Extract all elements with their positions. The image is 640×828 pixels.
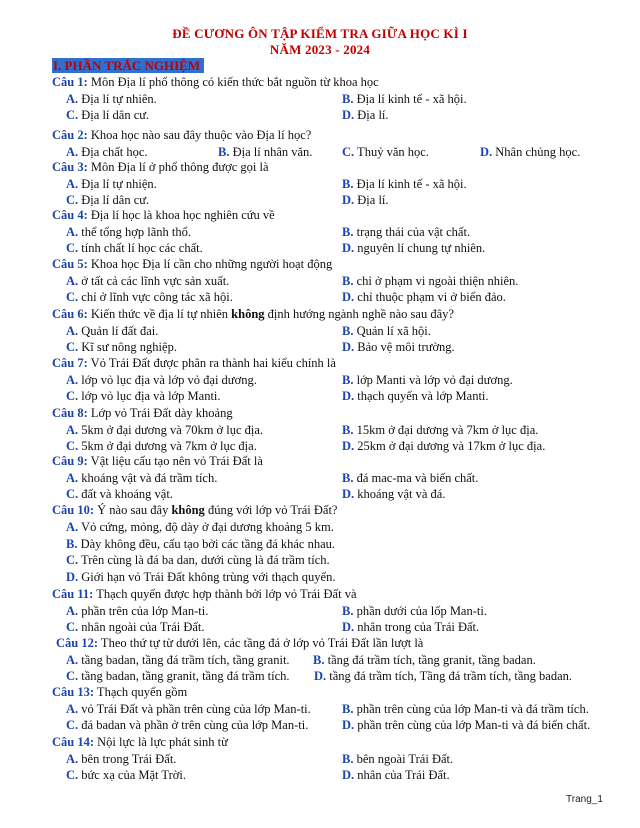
option-text: Địa lí kinh tế - xã hội. bbox=[353, 177, 467, 191]
option-letter: B. bbox=[342, 177, 354, 191]
answer-option bbox=[342, 751, 453, 767]
option-text: chỉ thuộc phạm vi ở biển đảo. bbox=[354, 290, 506, 304]
question-stem bbox=[52, 306, 622, 322]
answer-option bbox=[66, 569, 335, 585]
answer-option bbox=[66, 339, 177, 355]
answer-option bbox=[342, 339, 455, 355]
option-letter: C. bbox=[66, 108, 79, 122]
question-emphasis: không bbox=[231, 307, 265, 321]
document-year: NĂM 2023 - 2024 bbox=[269, 42, 371, 57]
option-text: Trên cùng là đá ba dan, dưới cùng là đá trầm tích. bbox=[78, 553, 330, 567]
question-number: Câu 4: bbox=[52, 208, 88, 222]
answer-option bbox=[342, 240, 485, 256]
answer-option bbox=[66, 603, 208, 619]
question-text: Môn Địa lí phổ thông có kiến thức bắt nguồn từ khoa học bbox=[87, 75, 379, 89]
answer-option bbox=[342, 388, 489, 404]
question-number: Câu 6: bbox=[52, 307, 88, 321]
option-text: Địa lí tự nhiên. bbox=[78, 92, 157, 106]
option-letter: B. bbox=[66, 536, 78, 551]
option-text: thạch quyển và lớp Manti. bbox=[354, 389, 489, 403]
answer-option bbox=[66, 652, 290, 668]
answer-option bbox=[342, 289, 506, 305]
document-title: ĐỀ CƯƠNG ÔN TẬP KIỂM TRA GIỮA HỌC KÌ I bbox=[172, 26, 468, 41]
option-letter: D. bbox=[342, 241, 355, 255]
question-stem bbox=[52, 127, 622, 143]
answer-option bbox=[314, 668, 572, 684]
option-text: Địa lí dân cư. bbox=[78, 108, 150, 122]
answer-option bbox=[342, 176, 467, 192]
answer-option bbox=[342, 107, 389, 123]
answer-option bbox=[66, 668, 290, 684]
answer-option bbox=[342, 619, 479, 635]
option-letter: C. bbox=[66, 439, 79, 453]
option-text: phần trên cùng của lớp Man-ti và đá biến chất. bbox=[354, 718, 591, 732]
question-text: Khoa học Địa lí cần cho những người hoạt động bbox=[87, 257, 333, 271]
answer-option bbox=[66, 144, 148, 160]
answer-option bbox=[342, 767, 450, 783]
option-text: 5km ở đại dương và 70km ở lục địa. bbox=[78, 423, 264, 437]
option-text: lớp vỏ lục địa và lớp Manti. bbox=[78, 389, 221, 403]
answer-option bbox=[66, 176, 157, 192]
option-text: tầng badan, tầng granit, tầng đá trầm tích. bbox=[78, 669, 290, 683]
option-text: phần trên cùng của lớp Man-ti và đá trầm tích. bbox=[353, 702, 589, 716]
question-text: Vỏ Trái Đất được phân ra thành hai kiểu chính là bbox=[87, 356, 336, 370]
option-text: chỉ ở lĩnh vực công tác xã hội. bbox=[78, 290, 233, 304]
option-letter: A. bbox=[66, 604, 79, 618]
question-text: Thạch quyển được hợp thành bởi lớp vỏ Trái Đất và bbox=[93, 587, 357, 601]
option-letter: A. bbox=[66, 702, 79, 716]
option-text: Địa lí tự nhiện. bbox=[78, 177, 157, 191]
option-text: Địa lí. bbox=[354, 108, 389, 122]
question-text: Vật liệu cấu tạo nên vỏ Trái Đất là bbox=[87, 454, 263, 468]
question-number: Câu 2: bbox=[52, 128, 88, 142]
answer-option bbox=[342, 438, 545, 454]
option-letter: D. bbox=[342, 193, 355, 207]
answer-option bbox=[66, 422, 263, 438]
option-letter: A. bbox=[66, 653, 79, 667]
option-letter: D. bbox=[342, 108, 355, 122]
option-text: bên ngoài Trái Đất. bbox=[353, 752, 454, 766]
question-stem bbox=[52, 502, 622, 518]
option-letter: B. bbox=[342, 373, 354, 387]
option-letter: D. bbox=[342, 439, 355, 453]
option-text: nhân của Trái Đất. bbox=[354, 768, 450, 782]
answer-option bbox=[342, 91, 467, 107]
option-text: tầng đá trầm tích, Tầng đá trầm tích, tầng badan. bbox=[326, 669, 573, 683]
option-letter: D. bbox=[480, 145, 493, 159]
question-text: Môn Địa lí ở phổ thông được gọi là bbox=[87, 160, 269, 174]
question-number: Câu 13: bbox=[52, 685, 95, 699]
option-letter: B. bbox=[342, 324, 354, 338]
question-number: Câu 5: bbox=[52, 257, 88, 271]
option-text: tầng đá trầm tích, tầng granit, tầng badan. bbox=[324, 653, 536, 667]
answer-option bbox=[66, 767, 186, 783]
option-text: 5km ở đại dương và 7km ở lục địa. bbox=[78, 439, 257, 453]
option-letter: C. bbox=[66, 620, 79, 634]
option-letter: D. bbox=[342, 718, 355, 732]
option-letter: A. bbox=[66, 520, 79, 534]
question-text: Thạch quyển gồm bbox=[94, 685, 188, 699]
option-text: vỏ Trái Đất và phần trên cùng của lớp Man-ti. bbox=[78, 702, 311, 716]
answer-option bbox=[66, 192, 149, 208]
option-letter: B. bbox=[342, 225, 354, 239]
option-text: nguyên lí chung tự nhiên. bbox=[354, 241, 486, 255]
option-letter: C. bbox=[342, 145, 355, 159]
option-text: phần dưới của lốp Man-ti. bbox=[353, 604, 487, 618]
option-text: Địa lí. bbox=[354, 193, 389, 207]
option-letter: C. bbox=[66, 241, 79, 255]
option-letter: C. bbox=[66, 669, 79, 683]
option-letter: C. bbox=[66, 487, 79, 501]
option-letter: D. bbox=[342, 340, 355, 354]
question-text: Địa lí học là khoa học nghiên cứu về bbox=[87, 208, 275, 222]
option-text: Địa chất học. bbox=[78, 145, 148, 159]
option-text: phần trên của lớp Man-ti. bbox=[78, 604, 209, 618]
question-stem bbox=[52, 586, 622, 602]
answer-option bbox=[66, 552, 330, 568]
option-letter: C. bbox=[66, 718, 79, 732]
option-letter: A. bbox=[66, 92, 79, 106]
option-letter: A. bbox=[66, 373, 79, 387]
option-text: tầng badan, tầng đá trầm tích, tầng granit. bbox=[78, 653, 290, 667]
question-number: Câu 9: bbox=[52, 454, 88, 468]
option-text: Kĩ sư nông nghiệp. bbox=[78, 340, 177, 354]
option-text: Địa lí nhân văn. bbox=[229, 145, 313, 159]
answer-option bbox=[66, 289, 233, 305]
answer-option bbox=[66, 372, 257, 388]
answer-option bbox=[342, 422, 538, 438]
option-letter: D. bbox=[342, 620, 355, 634]
option-text: Địa lí kinh tế - xã hội. bbox=[353, 92, 467, 106]
option-text: chỉ ở phạm vi ngoài thiện nhiên. bbox=[353, 274, 519, 288]
question-text: Lớp vỏ Trái Đất dày khoảng bbox=[87, 406, 233, 420]
option-text: thể tổng hợp lãnh thổ. bbox=[78, 225, 192, 239]
answer-option bbox=[480, 144, 580, 160]
page-number: Trang_1 bbox=[566, 794, 603, 805]
question-stem bbox=[52, 159, 622, 175]
answer-option bbox=[66, 717, 308, 733]
answer-option bbox=[342, 603, 487, 619]
answer-option bbox=[66, 438, 257, 454]
option-text: khoáng vật và đá trầm tích. bbox=[78, 471, 218, 485]
question-text: Theo thứ tự từ dưới lên, các tầng đá ở lớp vỏ Trái Đất lần lượt là bbox=[98, 636, 424, 650]
answer-option bbox=[66, 224, 191, 240]
answer-option bbox=[66, 486, 173, 502]
option-text: nhân ngoài của Trái Đất. bbox=[78, 620, 205, 634]
section-heading: I. PHẦN TRẮC NGHIỆM bbox=[52, 58, 204, 73]
option-letter: C. bbox=[66, 290, 79, 304]
answer-option bbox=[342, 717, 590, 733]
answer-option bbox=[342, 273, 518, 289]
question-stem bbox=[52, 355, 622, 371]
question-number: Câu 3: bbox=[52, 160, 88, 174]
answer-option bbox=[342, 470, 478, 486]
option-text: tính chất lí học các chất. bbox=[78, 241, 203, 255]
option-text: 25km ở đại dương và 17km ở lục địa. bbox=[354, 439, 546, 453]
option-text: Giới hạn vỏ Trái Đất không trùng với thạch quyển. bbox=[78, 569, 336, 584]
answer-option bbox=[66, 388, 221, 404]
answer-option bbox=[342, 372, 513, 388]
option-text: lớp Manti và lớp vỏ đại dương. bbox=[353, 373, 513, 387]
option-text: Dày không đều, cấu tạo bởi các tầng đá khác nhau. bbox=[77, 536, 336, 551]
question-text: Ý nào sau đây bbox=[94, 503, 172, 517]
question-stem bbox=[52, 405, 622, 421]
answer-option bbox=[66, 273, 229, 289]
option-letter: C. bbox=[66, 389, 79, 403]
question-text: Kiến thức về địa lí tự nhiên bbox=[87, 307, 232, 321]
option-letter: C. bbox=[66, 340, 79, 354]
answer-option bbox=[66, 470, 217, 486]
option-letter: B. bbox=[342, 702, 354, 716]
answer-option bbox=[66, 536, 335, 552]
question-number: Câu 12: bbox=[56, 636, 99, 650]
option-text: Quản lí xã hội. bbox=[353, 324, 431, 338]
answer-option bbox=[342, 224, 470, 240]
option-letter: B. bbox=[218, 145, 230, 159]
option-text: Vỏ cứng, mỏng, độ dày ở đại dương khoảng 5 km. bbox=[78, 520, 334, 534]
option-text: Nhân chủng học. bbox=[492, 145, 581, 159]
question-text: Nội lực là lực phát sinh từ bbox=[94, 735, 228, 749]
answer-option bbox=[342, 192, 389, 208]
option-text: nhân trong của Trái Đất. bbox=[354, 620, 480, 634]
question-number: Câu 8: bbox=[52, 406, 88, 420]
option-letter: D. bbox=[342, 487, 355, 501]
question-number: Câu 14: bbox=[52, 735, 95, 749]
option-letter: A. bbox=[66, 225, 79, 239]
answer-option bbox=[342, 701, 589, 717]
option-letter: D. bbox=[342, 768, 355, 782]
question-stem bbox=[52, 256, 622, 272]
question-number: Câu 11: bbox=[52, 587, 94, 601]
option-letter: D. bbox=[66, 569, 79, 584]
question-stem bbox=[52, 684, 622, 700]
question-text: Khoa học nào sau đây thuộc vào Địa lí học? bbox=[87, 128, 312, 142]
answer-option bbox=[66, 107, 149, 123]
option-letter: B. bbox=[342, 423, 354, 437]
option-text: lớp vỏ lục địa và lớp vỏ đại dương. bbox=[78, 373, 257, 387]
option-text: Địa lí dân cư. bbox=[78, 193, 150, 207]
option-letter: A. bbox=[66, 752, 79, 766]
option-letter: A. bbox=[66, 423, 79, 437]
option-text: bức xạ của Mặt Trời. bbox=[78, 768, 186, 782]
option-text: Thuỷ văn học. bbox=[354, 145, 429, 159]
option-text: đá badan và phần ở trên cùng của lớp Man-ti. bbox=[78, 718, 309, 732]
option-letter: D. bbox=[314, 669, 327, 683]
question-stem bbox=[52, 207, 622, 223]
question-stem bbox=[52, 453, 622, 469]
option-letter: C. bbox=[66, 193, 79, 207]
option-letter: C. bbox=[66, 768, 79, 782]
option-letter: B. bbox=[342, 471, 354, 485]
answer-option bbox=[66, 323, 158, 339]
question-number: Câu 7: bbox=[52, 356, 88, 370]
option-letter: A. bbox=[66, 471, 79, 485]
question-number: Câu 1: bbox=[52, 75, 88, 89]
option-text: ở tất cả các lĩnh vực sản xuất. bbox=[78, 274, 230, 288]
option-letter: A. bbox=[66, 145, 79, 159]
question-stem bbox=[52, 74, 622, 90]
option-letter: B. bbox=[342, 752, 354, 766]
answer-option bbox=[218, 144, 312, 160]
option-text: bên trong Trái Đất. bbox=[78, 752, 177, 766]
question-emphasis: không bbox=[171, 503, 205, 517]
option-letter: A. bbox=[66, 177, 79, 191]
answer-option bbox=[66, 619, 205, 635]
answer-option bbox=[66, 701, 311, 717]
option-text: Bảo vệ môi trường. bbox=[354, 340, 455, 354]
answer-option bbox=[342, 144, 429, 160]
option-letter: C. bbox=[66, 553, 79, 567]
question-text: định hướng ngành nghề nào sau đây? bbox=[264, 307, 454, 321]
option-letter: B. bbox=[342, 92, 354, 106]
option-letter: D. bbox=[342, 389, 355, 403]
question-text: đúng với lớp vỏ Trái Đất? bbox=[204, 503, 338, 517]
option-text: 15km ở đại dương và 7km ở lục địa. bbox=[353, 423, 539, 437]
answer-option bbox=[342, 323, 431, 339]
option-text: Quản lí đất đai. bbox=[78, 324, 159, 338]
answer-option bbox=[66, 91, 157, 107]
option-text: trạng thái của vật chất. bbox=[353, 225, 471, 239]
question-number: Câu 10: bbox=[52, 503, 95, 517]
option-text: khoáng vật và đá. bbox=[354, 487, 446, 501]
option-letter: D. bbox=[342, 290, 355, 304]
answer-option bbox=[66, 519, 334, 535]
option-letter: B. bbox=[313, 653, 325, 667]
option-text: đá mac-ma và biến chất. bbox=[353, 471, 479, 485]
answer-option bbox=[66, 240, 203, 256]
option-text: đất và khoáng vật. bbox=[78, 487, 173, 501]
answer-option bbox=[342, 486, 445, 502]
option-letter: B. bbox=[342, 604, 354, 618]
question-stem bbox=[56, 635, 626, 651]
question-stem bbox=[52, 734, 622, 750]
option-letter: B. bbox=[342, 274, 354, 288]
answer-option bbox=[66, 751, 176, 767]
option-letter: A. bbox=[66, 324, 79, 338]
answer-option bbox=[313, 652, 536, 668]
option-letter: A. bbox=[66, 274, 79, 288]
